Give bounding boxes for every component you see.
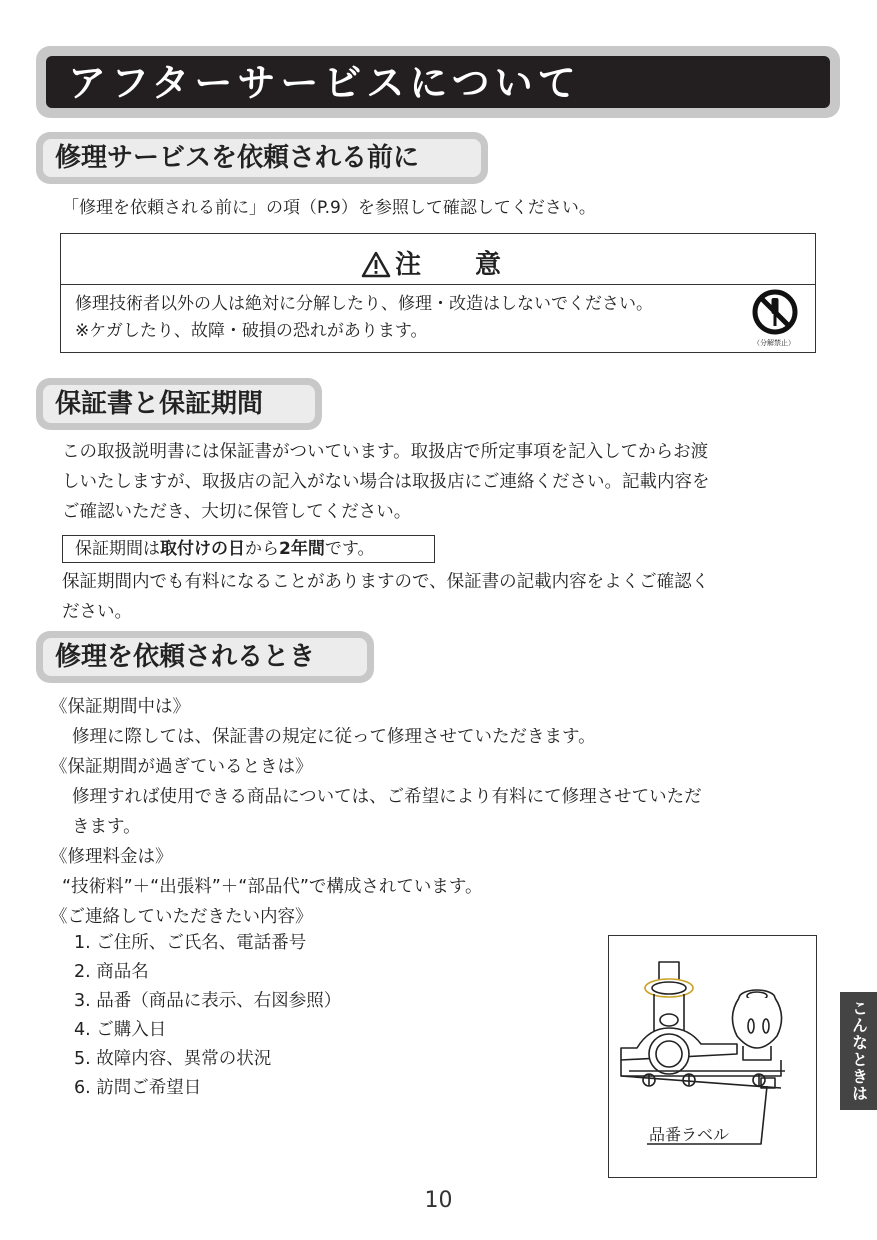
- section-heading-warranty: 保証書と保証期間: [36, 378, 322, 430]
- warranty-note: 保証期間内でも有料になることがありますので、保証書の記載内容をよくご確認く ださい。: [62, 572, 710, 622]
- list-item: 6. 訪問ご希望日: [74, 1078, 202, 1098]
- warning-icon: [361, 251, 391, 285]
- page-title: アフターサービスについて: [68, 61, 581, 105]
- section-heading-before-repair: 修理サービスを依頼される前に: [36, 132, 488, 184]
- warranty-period-notice: 保証期間は取付けの日から2年間です。: [62, 535, 435, 563]
- warranty-paragraph: この取扱説明書には保証書がついています。取扱店で所定事項を記入してからお渡 しいたしますが、取扱店の記入がない場合は取扱店にご連絡ください。記載内容を ご確認いただき、大切に保管してください。: [62, 442, 710, 522]
- side-tab-troubleshooting[interactable]: こんなときは: [840, 992, 877, 1110]
- caution-line-1: 修理技術者以外の人は絶対に分解したり、修理・改造はしないでください。: [75, 294, 653, 314]
- no-disassembly-icon: （分解禁止）: [751, 288, 803, 350]
- section-heading-requesting-repair: 修理を依頼されるとき: [36, 631, 374, 683]
- list-item: 2. 商品名: [74, 962, 149, 982]
- caution-title: 注 意: [394, 250, 515, 280]
- repair-request-text: 《保証期間中は》 修理に際しては、保証書の規定に従って修理させていただきます。 《保証期間が過ぎているときは》 修理すれば使用できる商品については、ご希望により有料にて修理させていただ きます。 《修理料金は》 “技術料”＋“出張料”＋“部品代”で構成されています。 《ご連絡していただきたい内容》: [50, 697, 702, 927]
- section1-text: 「修理を依頼される前に」の項（P.9）を参照して確認してください。: [62, 198, 596, 218]
- list-item: 3. 品番（商品に表示、右図参照）: [74, 991, 342, 1011]
- caution-box: [60, 233, 816, 353]
- page-number: 10: [424, 1188, 453, 1213]
- caution-line-2: ※ケガしたり、故障・破損の恐れがあります。: [75, 321, 428, 341]
- product-number-label: 品番ラベル: [649, 1125, 730, 1144]
- list-item: 4. ご購入日: [74, 1020, 167, 1040]
- list-item: 1. ご住所、ご氏名、電話番号: [74, 933, 307, 953]
- list-item: 5. 故障内容、異常の状況: [74, 1049, 272, 1069]
- product-label-figure: [608, 935, 817, 1178]
- title-bar: [36, 46, 840, 118]
